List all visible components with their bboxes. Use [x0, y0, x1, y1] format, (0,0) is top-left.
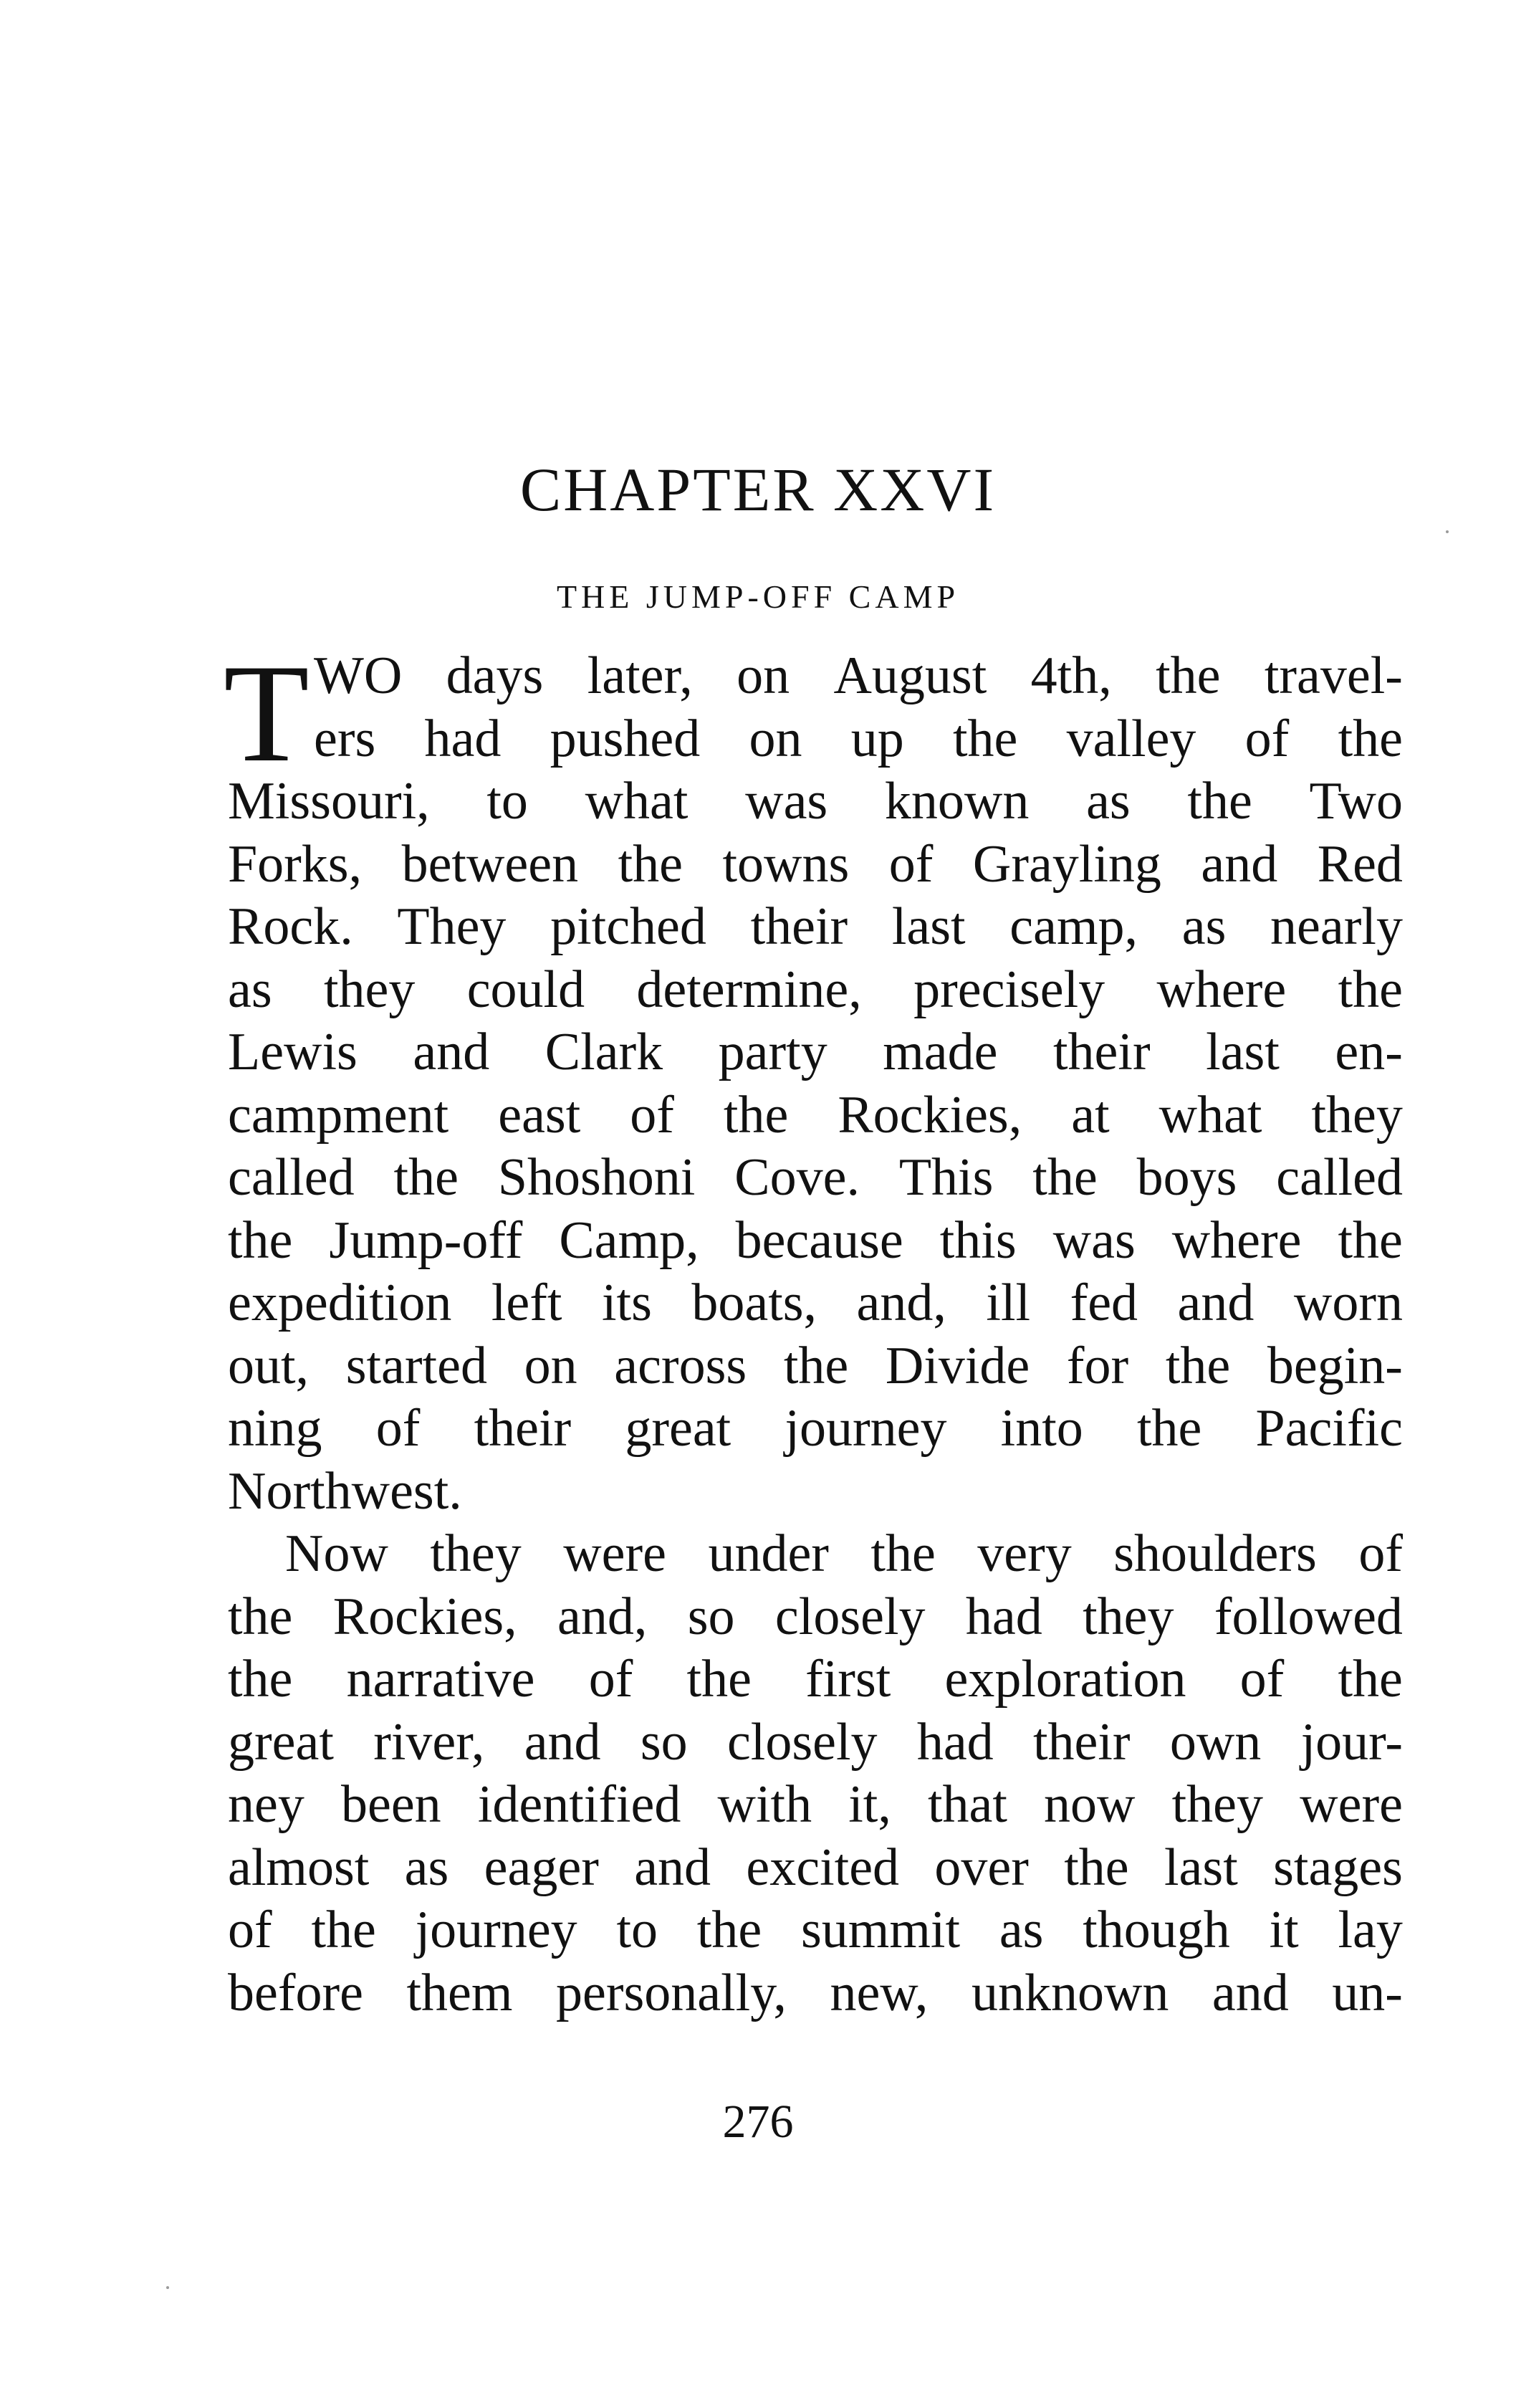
word: across — [614, 1336, 747, 1395]
word: the — [1165, 1336, 1231, 1395]
word: last — [1206, 1023, 1280, 1081]
word: known — [884, 772, 1030, 831]
word: precisely — [913, 960, 1105, 1019]
word: on — [524, 1336, 577, 1395]
word: their — [750, 897, 848, 956]
word: Cove. — [734, 1148, 860, 1207]
word: to — [616, 1901, 658, 1959]
word: the — [1064, 1838, 1129, 1897]
word: valley — [1066, 709, 1196, 768]
word: the — [228, 1210, 293, 1270]
word: so — [640, 1712, 688, 1772]
word: was — [1052, 1210, 1136, 1270]
word: summit — [800, 1901, 961, 1959]
paper-speck — [166, 2286, 169, 2289]
word: camp, — [1009, 897, 1138, 956]
word: the — [393, 1148, 459, 1207]
word: begin- — [1267, 1336, 1403, 1395]
word: out, — [228, 1336, 310, 1395]
word: unknown — [971, 1963, 1169, 2022]
word: of — [588, 1650, 633, 1709]
word: and — [1212, 1963, 1289, 2022]
word: of — [1244, 709, 1290, 768]
word: expedition — [228, 1274, 452, 1332]
word: as — [1181, 897, 1227, 956]
word: closely — [774, 1587, 926, 1646]
word: they — [1083, 1587, 1174, 1646]
text-line — [228, 1523, 1403, 1586]
text-line — [228, 1962, 1403, 2025]
word: pushed — [550, 709, 701, 768]
word: last — [891, 897, 966, 956]
word: Missouri, — [228, 772, 430, 831]
word: August — [833, 646, 987, 705]
word: as — [999, 1901, 1044, 1959]
word: Clark — [544, 1023, 663, 1081]
word: Two — [1309, 772, 1403, 831]
word: Camp, — [559, 1210, 699, 1270]
word: them — [406, 1963, 513, 2022]
word: Divide — [885, 1336, 1030, 1395]
word: to — [486, 772, 528, 831]
word: and, — [557, 1587, 648, 1646]
word: Northwest. — [228, 1461, 462, 1521]
word: the — [723, 1085, 789, 1145]
word: called — [1276, 1148, 1403, 1207]
page-number: 276 — [722, 2096, 794, 2148]
word: of — [1239, 1650, 1285, 1709]
word: great — [228, 1712, 334, 1772]
text-line — [228, 1648, 1403, 1711]
word: as — [1086, 772, 1131, 831]
chapter-subtitle: THE JUMP-OFF CAMP — [556, 578, 960, 615]
word: their — [1032, 1712, 1131, 1772]
word: very — [977, 1524, 1072, 1583]
word: the — [311, 1901, 376, 1959]
word: WO — [314, 646, 403, 705]
text-line — [228, 1899, 1403, 1962]
word: and, — [856, 1274, 946, 1332]
word: the — [696, 1901, 762, 1959]
word: where — [1156, 960, 1287, 1019]
word: and — [1177, 1274, 1254, 1332]
text-line — [228, 1021, 1403, 1084]
word: their — [474, 1399, 572, 1458]
word: nearly — [1270, 897, 1403, 956]
word: the — [1338, 960, 1403, 1019]
word: they — [430, 1524, 522, 1583]
word: determine, — [636, 960, 862, 1019]
text-line — [228, 1210, 1403, 1273]
word: of — [1358, 1524, 1403, 1583]
word: between — [401, 834, 579, 894]
word: almost — [228, 1838, 370, 1897]
paragraph-1 — [228, 645, 1403, 1523]
word: own — [1169, 1712, 1262, 1772]
word: made — [883, 1023, 998, 1081]
word: this — [939, 1210, 1017, 1270]
text-line — [228, 1272, 1403, 1335]
word: could — [466, 960, 585, 1019]
word: un- — [1332, 1963, 1403, 2022]
text-line — [228, 1461, 1403, 1524]
word: the — [1032, 1148, 1098, 1207]
word: fed — [1070, 1274, 1138, 1332]
text-line — [228, 1837, 1403, 1900]
word: had — [965, 1587, 1042, 1646]
word: was — [745, 772, 828, 831]
word: narrative — [346, 1650, 535, 1709]
text-line — [228, 1147, 1403, 1210]
word: ill — [986, 1274, 1031, 1332]
word: travel- — [1264, 646, 1403, 705]
word: This — [898, 1148, 994, 1207]
word: Lewis — [228, 1023, 358, 1081]
word: the — [1338, 1650, 1403, 1709]
word: before — [228, 1963, 363, 2022]
word: into — [1000, 1399, 1083, 1458]
word: where — [1171, 1210, 1302, 1270]
word: the — [783, 1336, 849, 1395]
word: been — [340, 1775, 441, 1834]
word: it, — [848, 1775, 891, 1834]
word: new, — [830, 1963, 929, 2022]
word: as — [404, 1838, 449, 1897]
word: for — [1066, 1336, 1129, 1395]
drop-cap: T — [224, 636, 310, 791]
text-line — [228, 959, 1403, 1022]
word: and — [1201, 834, 1278, 894]
word: last — [1164, 1838, 1238, 1897]
word: days — [446, 646, 544, 705]
word: what — [1158, 1085, 1262, 1145]
word: later, — [587, 646, 693, 705]
word: shoulders — [1113, 1524, 1317, 1583]
word: pitched — [550, 897, 706, 956]
word: ers — [314, 709, 376, 768]
word: of — [375, 1399, 421, 1458]
word: on — [749, 709, 802, 768]
word: as — [228, 960, 272, 1019]
word: They — [397, 897, 507, 956]
word: Rockies, — [332, 1587, 517, 1646]
word: east — [498, 1085, 581, 1145]
word: over — [934, 1838, 1029, 1897]
word: the — [1187, 772, 1252, 831]
word: the — [228, 1650, 293, 1709]
word: what — [585, 772, 689, 831]
paper-speck — [1446, 530, 1449, 533]
word: had — [424, 709, 502, 768]
word: great — [625, 1399, 731, 1458]
word: on — [737, 646, 790, 705]
text-line — [228, 1084, 1403, 1147]
word: worn — [1293, 1274, 1403, 1332]
word: Red — [1317, 834, 1403, 894]
word: journey — [415, 1901, 577, 1959]
word: eager — [484, 1838, 599, 1897]
word: the — [870, 1524, 936, 1583]
word: were — [1300, 1775, 1403, 1834]
word: boats, — [691, 1274, 817, 1332]
word: had — [916, 1712, 994, 1772]
word: their — [1053, 1023, 1151, 1081]
text-line — [228, 1711, 1403, 1774]
word: stages — [1273, 1838, 1403, 1897]
word: and — [634, 1838, 711, 1897]
word: the — [618, 834, 683, 894]
word: they — [1311, 1085, 1403, 1145]
word: first — [805, 1650, 891, 1709]
paragraph-2 — [228, 1523, 1403, 2025]
body-text — [228, 645, 1403, 2025]
text-line — [228, 1586, 1403, 1649]
word: and — [413, 1023, 490, 1081]
word: identified — [477, 1775, 681, 1834]
text-line — [228, 708, 1403, 771]
word: were — [563, 1524, 666, 1583]
text-line — [228, 1335, 1403, 1398]
word: followed — [1214, 1587, 1403, 1646]
word: lay — [1338, 1901, 1403, 1959]
word: the — [1338, 709, 1403, 768]
word: 4th, — [1030, 646, 1112, 705]
word: jour- — [1300, 1712, 1403, 1772]
word: that — [927, 1775, 1007, 1834]
word: party — [718, 1023, 827, 1081]
word: its — [601, 1274, 652, 1332]
word: Pacific — [1255, 1399, 1403, 1458]
word: Shoshoni — [497, 1148, 696, 1207]
word: the — [952, 709, 1018, 768]
word: the — [228, 1587, 293, 1646]
word: ning — [228, 1399, 322, 1458]
word: they — [323, 960, 416, 1019]
word: closely — [726, 1712, 878, 1772]
word: the — [1338, 1210, 1403, 1270]
word: boys — [1136, 1148, 1237, 1207]
word: Forks, — [228, 834, 363, 894]
text-line — [228, 645, 1403, 708]
word: exploration — [944, 1650, 1186, 1709]
text-line — [228, 1774, 1403, 1837]
word: now — [1044, 1775, 1136, 1834]
word: with — [717, 1775, 812, 1834]
word: personally, — [555, 1963, 787, 2022]
word: the — [1156, 646, 1221, 705]
word: Jump-off — [329, 1210, 523, 1270]
word: the — [686, 1650, 752, 1709]
word: so — [687, 1587, 735, 1646]
word: campment — [228, 1085, 449, 1145]
word: ney — [228, 1775, 304, 1834]
text-line — [228, 896, 1403, 959]
word: though — [1083, 1901, 1230, 1959]
word: left — [491, 1274, 562, 1332]
chapter-title: CHAPTER XXVI — [519, 455, 997, 524]
word: they — [1171, 1775, 1264, 1834]
word: Rock. — [228, 897, 353, 956]
word: under — [708, 1524, 829, 1583]
word: towns — [722, 834, 850, 894]
word: journey — [785, 1399, 947, 1458]
word: excited — [746, 1838, 900, 1897]
word: called — [228, 1148, 355, 1207]
text-line — [228, 770, 1403, 833]
word: it — [1269, 1901, 1299, 1959]
word: of — [630, 1085, 674, 1145]
word: because — [735, 1210, 903, 1270]
word: up — [850, 709, 904, 768]
word: river, — [373, 1712, 485, 1772]
word: the — [1136, 1399, 1202, 1458]
word: Rockies, — [838, 1085, 1022, 1145]
text-line — [228, 1398, 1403, 1461]
word: of — [888, 834, 934, 894]
word: en- — [1335, 1023, 1403, 1081]
word: at — [1071, 1085, 1110, 1145]
text-line — [228, 833, 1403, 897]
word: started — [345, 1336, 487, 1395]
word: and — [524, 1712, 601, 1772]
word: Now — [285, 1524, 388, 1583]
word: Grayling — [972, 834, 1161, 894]
word: of — [228, 1901, 272, 1959]
